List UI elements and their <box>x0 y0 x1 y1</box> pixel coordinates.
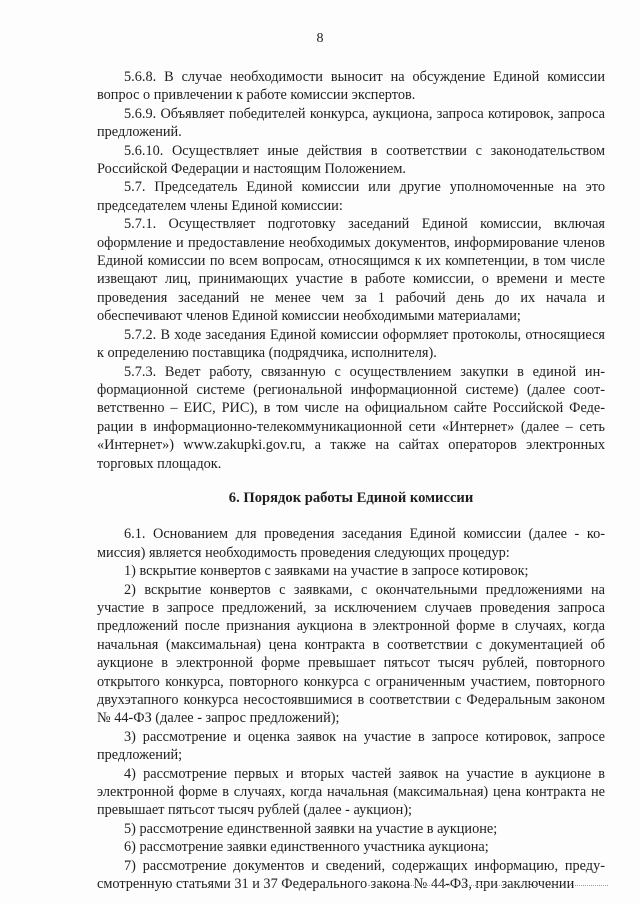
paragraph-5-7-2: 5.7.2. В ходе заседания Единой комиссии оформляет протоколы, относящиеся к определению поставщика (подрядчика, исполнителя). <box>97 326 605 362</box>
list-item-4: 4) рассмотрение первых и вторых частей заявок на участие в аукционе в электронной форме в случаях, когда начальная (максимальная) цена контракта не превышает пятьсот тысяч рублей (далее - аукцион); <box>97 765 605 819</box>
document-body <box>97 68 605 893</box>
list-item-6: 6) рассмотрение заявки единственного участника аукциона; <box>124 839 489 856</box>
paragraph-5-6-10: 5.6.10. Осуществляет иные действия в соответствии с законодательством Российской Федерации и настоящим Положением. <box>97 142 605 178</box>
paragraph-5-7-1: 5.7.1. Осуществляет подготовку заседаний Единой комиссии, включая оформление и предоставление необходимых документов, информирование членов Единой комиссии по всем вопросам, относящимся к их компетенции, в том числе извещают лиц, принимающих участие в работе комиссии, о времени и месте проведения заседаний не менее чем за 1 рабочий день до их начала и обеспечивают членов Единой комиссии необходимыми материалами; <box>97 216 605 325</box>
list-item-3: 3) рассмотрение и оценка заявок на участие в запросе котировок, запросе предложений; <box>97 728 605 764</box>
section-heading: 6. Порядок работы Единой комиссии <box>228 489 474 506</box>
paragraph-5-7-3: 5.7.3. Ведет работу, связанную с осуществлением закупки в единой информационной системе (региональной информационной системе) (далее соответственно – ЕИС, РИС), в том числе на официальном сайте Российской Федерации в информационно-телекоммуникационной сети «Интернет» (далее – сеть «Интернет») www.zakupki.gov.ru, а также на сайтах операторов электронных торговых площадок. <box>97 363 605 472</box>
paragraph-6-1: 6.1. Основанием для проведения заседания Единой комиссии (далее - комиссия) является необходимость проведения следующих процедур: <box>97 526 605 561</box>
paragraph-5-6-9: 5.6.9. Объявляет победителей конкурса, аукциона, запроса котировок, запроса предложений. <box>97 105 605 141</box>
list-item-2: 2) вскрытие конвертов с заявками, с окончательными предложениями на участие в запросе предложений, за исключением случаев проведения запроса предложений после признания аукциона в электронной форме в случаях, когда начальная (максимальная) цена контракта в соответствии с документацией об аукционе в электронной форме превышает пятьсот тысяч рублей, повторного открытого конкурса, повторного конкурса с ограниченным участием, повторного двухэтапного конкурса несостоявшимися в соответствии с Федеральным законом № 44-ФЗ (далее - запрос предложений); <box>97 581 605 727</box>
list-item-5: 5) рассмотрение единственной заявки на участие в аукционе; <box>124 820 498 837</box>
paragraph-5-7: 5.7. Председатель Единой комиссии или другие уполномоченные на это председателем члены Единой комиссии: <box>97 179 605 214</box>
list-item-1: 1) вскрытие конвертов с заявками на участие в запросе котировок; <box>124 563 529 580</box>
list-item-7: 7) рассмотрение документов и сведений, содержащих информацию, предусмотренную статьями 31 и 37 Федерального закона № 44-ФЗ, при заключении <box>97 857 605 893</box>
scan-edge-marks <box>368 885 608 890</box>
page-number: 8 <box>316 31 324 46</box>
paragraph-5-6-8: 5.6.8. В случае необходимости выносит на обсуждение Единой комиссии вопрос о привлечении к работе комиссии экспертов. <box>97 69 605 104</box>
